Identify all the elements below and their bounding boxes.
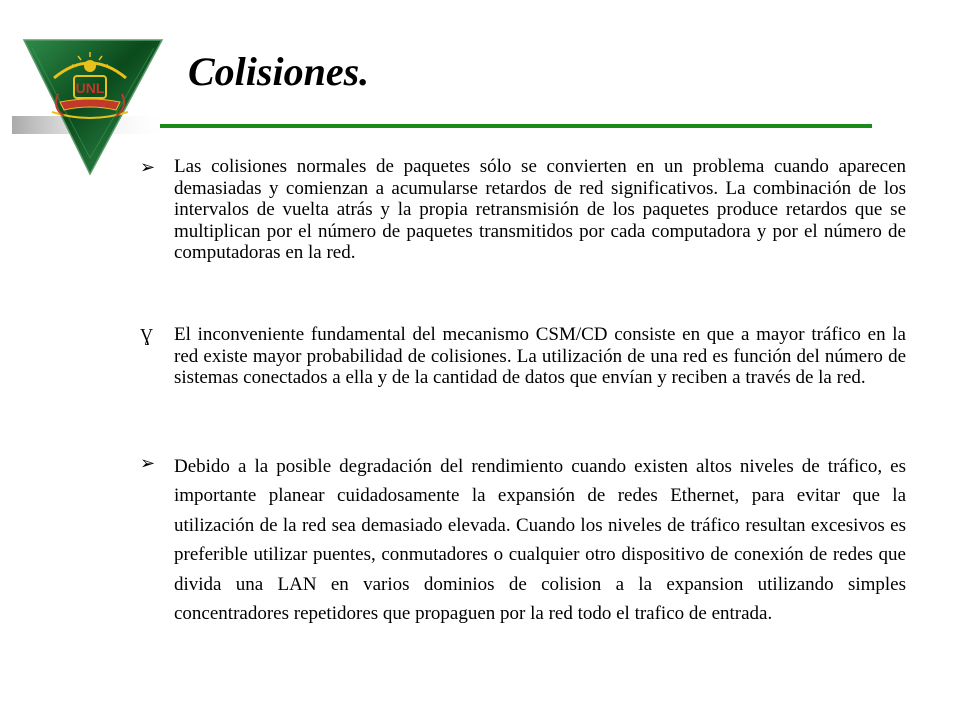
bullet-item bbox=[140, 324, 906, 389]
logo-letters: UNL bbox=[75, 80, 105, 96]
title-underline bbox=[160, 124, 872, 128]
arrowhead-bullet-icon: ➢ bbox=[140, 453, 156, 473]
bullet-item bbox=[140, 452, 906, 628]
bullet-item bbox=[140, 156, 906, 264]
bullet-text: Debido a la posible degradación del rendimiento cuando existen altos niveles de tráfico, es importante planear cuidadosamente la expansión de redes Ethernet, para evitar que la utilización de la red sea demasiado elevada. Cuando los niveles de tráfico resultan excesivos es preferible utilizar puentes, conmutadores o cualquier otro dispositivo de conexión de redes que divida una LAN en varios dominios de colision a la expansion utilizando simples concentradores repetidores que propaguen por la red todo el trafico de entrada. bbox=[174, 456, 906, 625]
slide-title: Colisiones. bbox=[188, 49, 370, 94]
arrowhead-bullet-icon: ➢ bbox=[140, 157, 156, 177]
check-bullet-icon: Ɣ bbox=[140, 325, 153, 345]
bullet-text: El inconveniente fundamental del mecanismo CSM/CD consiste en que a mayor tráfico en la red existe mayor probabilidad de colisiones. La utilización de una red es función del número de sistemas conectados a ella y de la cantidad de datos que envían y reciben a través de la red. bbox=[174, 324, 906, 389]
bullet-text: Las colisiones normales de paquetes sólo se convierten en un problema cuando aparecen demasiadas y comienzan a acumularse retardos de red significativos. La combinación de los intervalos de vuelta atrás y la propia retransmisión de los paquetes produce retardos que se multiplican por el número de paquetes transmitidos por cada computadora y por el número de computadoras en la red. bbox=[174, 156, 906, 264]
